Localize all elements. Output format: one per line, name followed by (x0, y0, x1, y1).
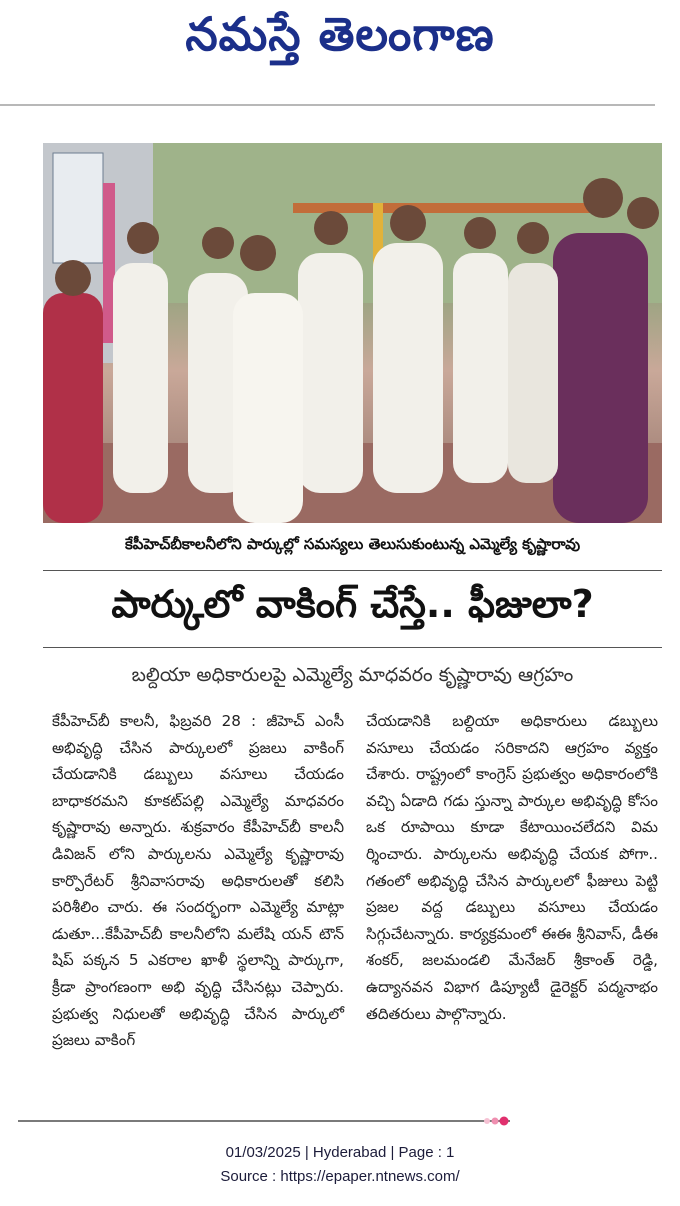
source-link-text[interactable]: Source : https://epaper.ntnews.com/ (220, 1168, 460, 1185)
newspaper-logo: నమస్తే తెలంగాణ (185, 7, 495, 61)
ornament-dots-icon (482, 1116, 522, 1126)
news-photo (43, 143, 662, 523)
header-divider (0, 104, 655, 106)
footer-divider (18, 1120, 510, 1122)
article-column-left: కేపీహెచ్‌బీ కాలనీ, ఫిబ్రవరి 28 : జీహెచ్ ఎంసీ అభివృద్ధి చేసిన పార్కులలో ప్రజలు వాకింగ్ చేయడానికి డబ్బులు వసూలు చేయడం బాధాకరమని కూకట్‌పల్లి ఎమ్మెల్యే మాధవరం కృష్ణారావు అన్నారు. శుక్రవారం కేపీహెచ్‌బీ కాలనీ డివిజన్ లోని పార్కులను ఎమ్మెల్యే కృష్ణారావు కార్పొరేటర్ శ్రీనివాసరావు అధికారులతో కలిసి పరిశీలిం చారు. ఈ సందర్భంగా ఎమ్మెల్యే మాట్లా డుతూ...కేపీహెచ్‌బీ కాలనీలోని మలేషి యన్ టౌన్ షిప్ పక్కన 5 ఎకరాల ఖాళీ స్థలాన్ని పార్కుగా, క్రీడా ప్రాంగణంగా అభి వృద్ధి చేసినట్లు చెప్పారు. ప్రభుత్వ నిధులతో అభివృద్ధి చేసిన పార్కులో ప్రజలు వాకింగ్ (52, 712, 344, 1050)
source-link[interactable] (0, 1167, 680, 1185)
edition-info (0, 1143, 680, 1161)
headline-box (43, 570, 662, 648)
article-headline: పార్కులో వాకింగ్ చేస్తే.. ఫీజులా? (111, 582, 594, 626)
edition-info-text: 01/03/2025 | Hyderabad | Page : 1 (225, 1144, 455, 1161)
article-column-right: చేయడానికి బల్దియా అధికారులు డబ్బులు వసూలు చేయడం సరికాదని ఆగ్రహం వ్యక్తం చేశారు. రాష్ట్రంలో కాంగ్రెస్ ప్రభుత్వం అధికారంలోకి వచ్చి ఏడాది గడు స్తున్నా పార్కుల అభివృద్ధి కోసం ఒక రూపాయి కూడా కేటాయించలేదని విమ ర్శించారు. పార్కులను అభివృద్ధి చేయక పోగా.. గతంలో అభివృద్ధి చేసిన పార్కులలో ఫీజులు పెట్టి ప్రజల వద్ద డబ్బులు వసూలు చేయడం సిగ్గుచేటన్నారు. కార్యక్రమంలో ఈఈ శ్రీనివాస్, డీఈ శంకర్, జలమండలి మేనేజర్ శ్రీకాంత్ రెడ్డి, ఉద్యానవన విభాగ డిప్యూటీ డైరెక్టర్ పద్మనాభం తదితరులు పాల్గొన్నారు. (366, 712, 658, 1023)
photo-caption: కేపీహెచ్‌బీకాలనీలోని పార్కుల్లో సమస్యలు తెలుసుకుంటున్న ఎమ్మెల్యే కృష్ణారావు (124, 535, 581, 553)
article-subheadline: బల్దియా అధికారులపై ఎమ్మెల్యే మాధవరం కృష్ణారావు ఆగ్రహం (131, 664, 574, 686)
masthead (0, 0, 680, 80)
